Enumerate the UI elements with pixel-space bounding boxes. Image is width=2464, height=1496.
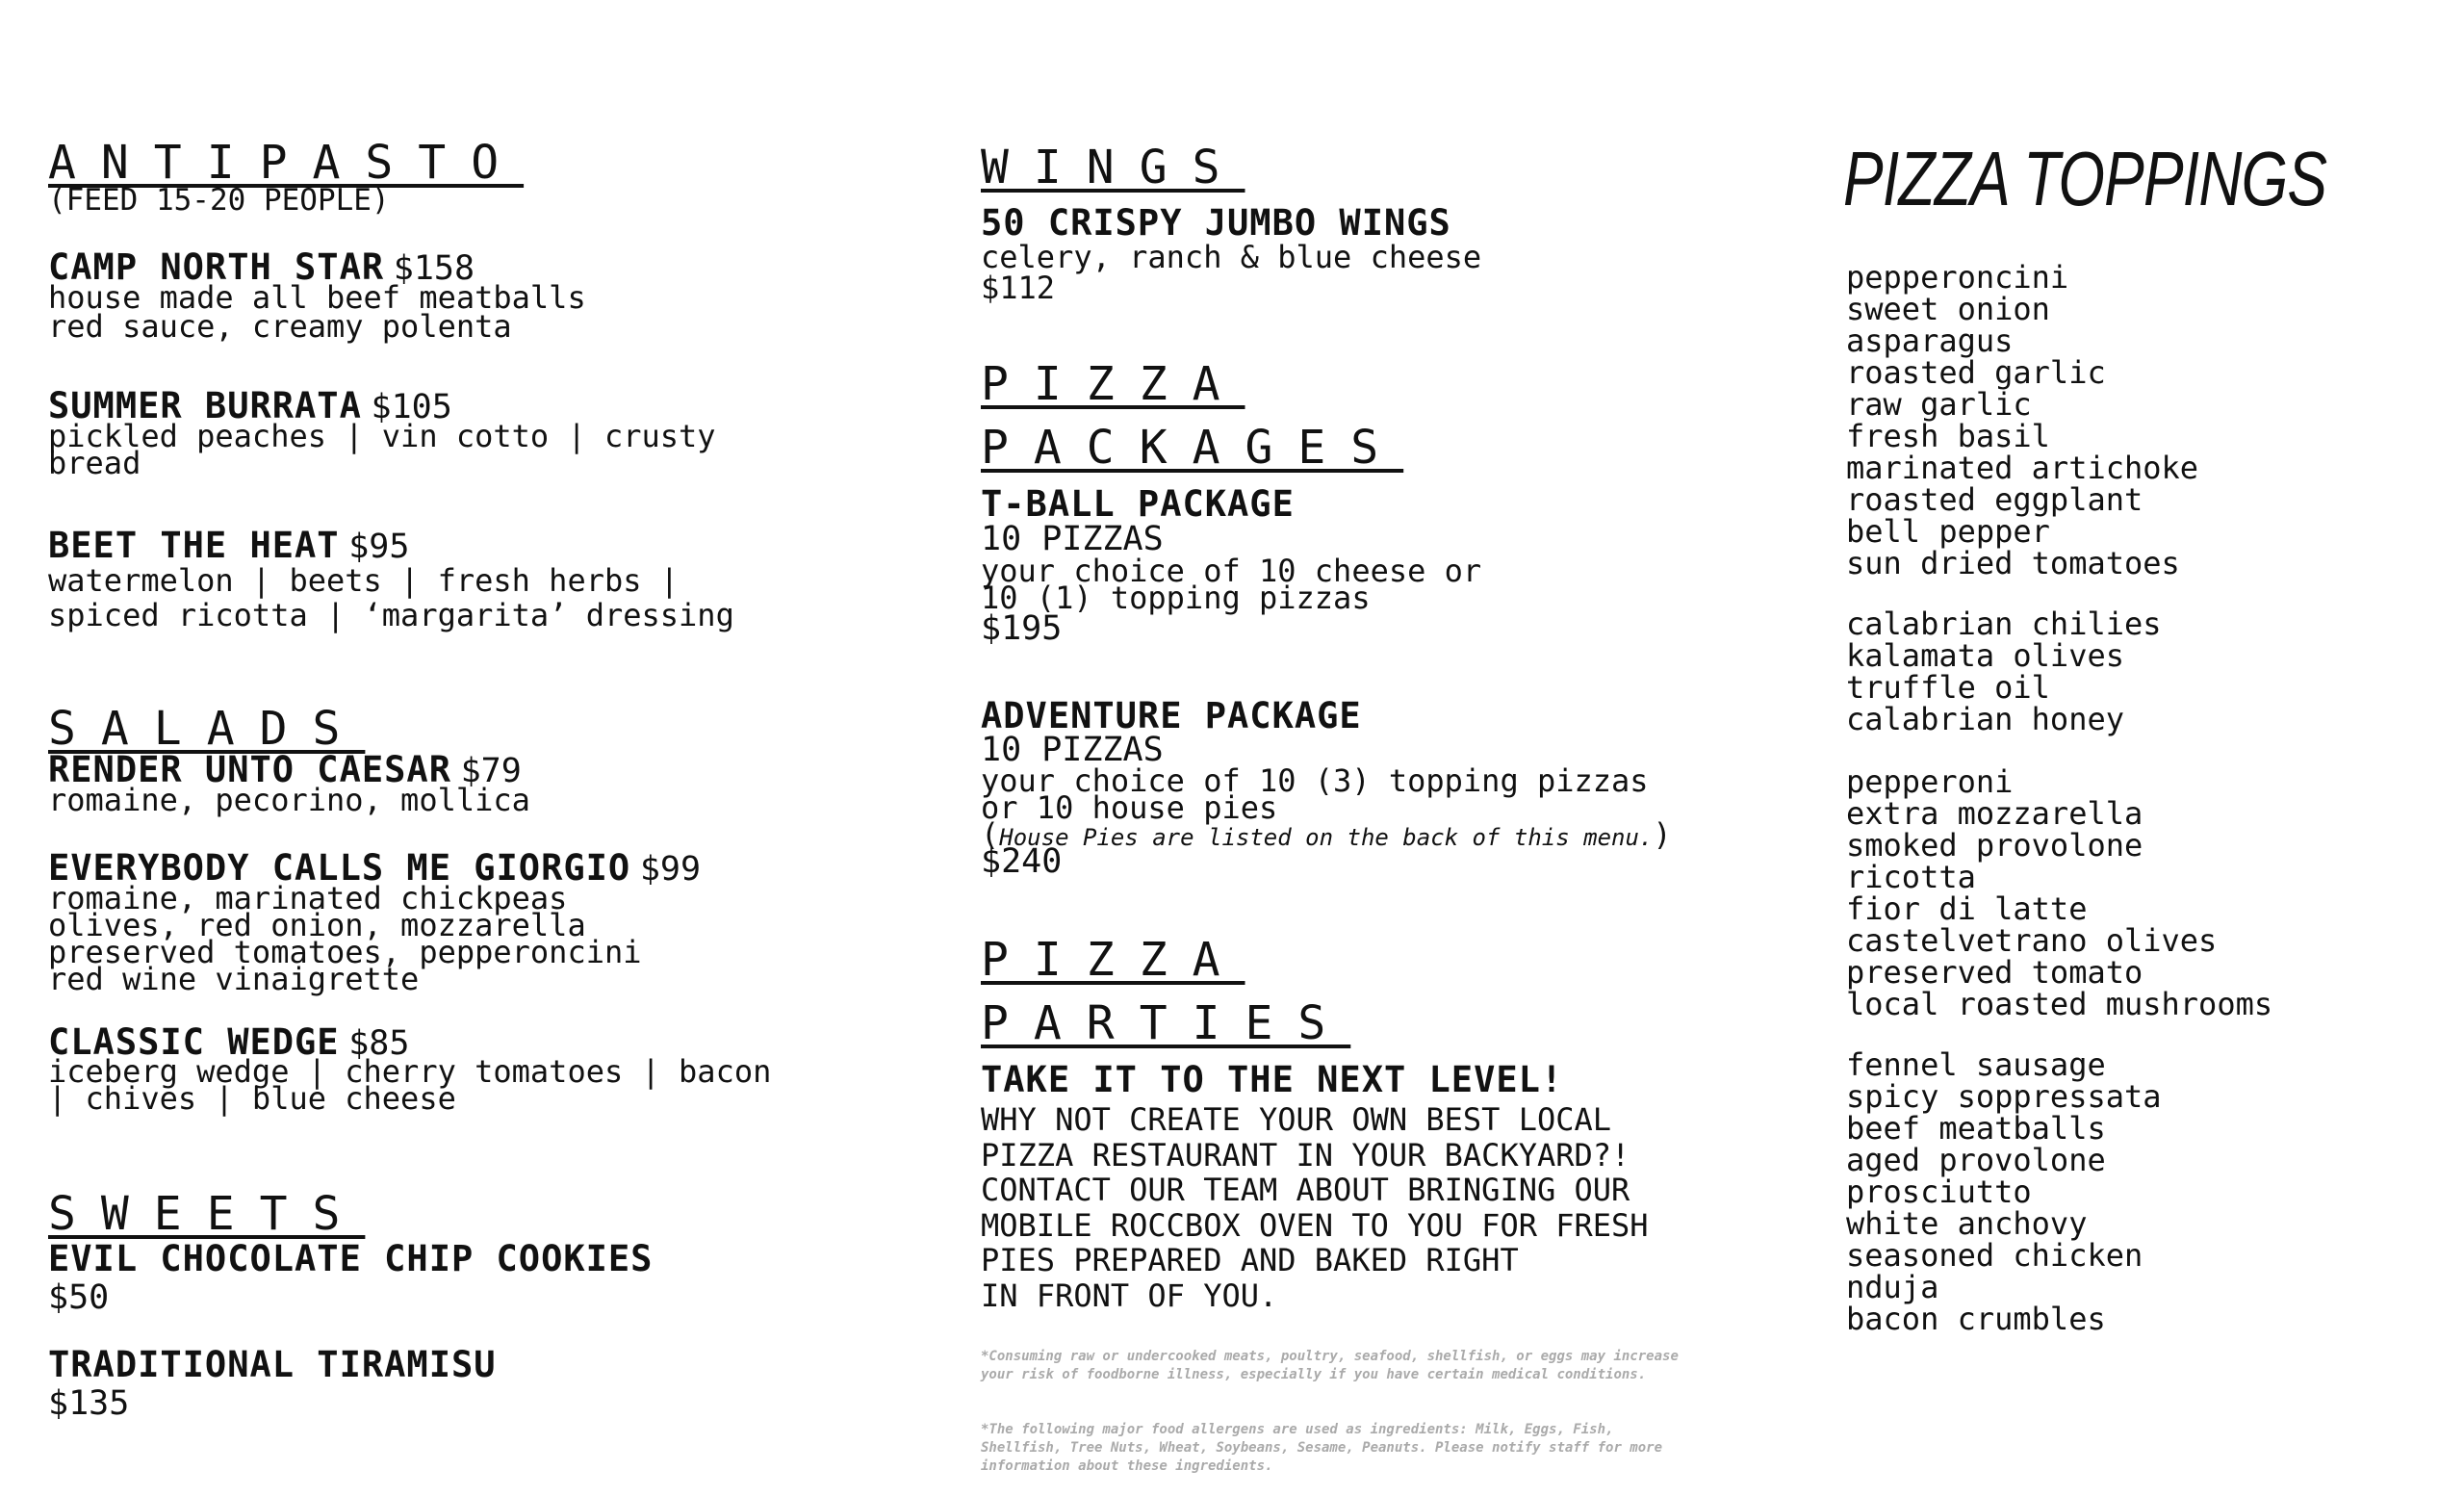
topping-item: sun dried tomatoes <box>1846 545 2180 581</box>
parties-text: CONTACT OUR TEAM ABOUT BRINGING OUR <box>981 1172 1630 1208</box>
item-description: romaine, marinated chickpeas <box>48 880 568 916</box>
antipasto-title: ANTIPASTO <box>48 136 525 190</box>
item-description: | chives | blue cheese <box>48 1080 456 1117</box>
package-count: 10 PIZZAS <box>981 731 1164 769</box>
topping-item: castelvetrano olives <box>1846 922 2218 959</box>
topping-item: bell pepper <box>1846 513 2050 550</box>
package-description: your choice of 10 cheese or <box>981 553 1482 589</box>
salads-title: SALADS <box>48 702 366 756</box>
item-price: $50 <box>48 1278 110 1317</box>
package-price: $195 <box>981 609 1063 648</box>
packages-title-line1: PIZZA <box>981 357 1245 411</box>
item-name: EVIL CHOCOLATE CHIP COOKIES <box>48 1238 654 1279</box>
packages-title-line2: PACKAGES <box>981 421 1404 475</box>
topping-item: fresh basil <box>1846 418 2050 454</box>
topping-item: seasoned chicken <box>1846 1237 2143 1274</box>
topping-item: raw garlic <box>1846 386 2032 423</box>
menu-item <box>48 525 409 566</box>
item-price: $99 <box>639 850 702 889</box>
parties-text: MOBILE ROCCBOX OVEN TO YOU FOR FRESH <box>981 1207 1649 1244</box>
toppings-group-specialty <box>1846 608 2162 735</box>
parties-title-line1: PIZZA <box>981 933 1245 987</box>
package-description: 10 (1) topping pizzas <box>981 580 1371 616</box>
topping-item: extra mozzarella <box>1846 795 2143 832</box>
package-count: 10 PIZZAS <box>981 520 1164 558</box>
package-name: T-BALL PACKAGE <box>981 483 1295 525</box>
item-price: $105 <box>371 388 452 426</box>
item-name: TRADITIONAL TIRAMISU <box>48 1344 497 1385</box>
toppings-group-veggies <box>1846 259 2199 581</box>
parties-text: PIZZA RESTAURANT IN YOUR BACKYARD?! <box>981 1137 1630 1174</box>
parties-text: PIES PREPARED AND BAKED RIGHT <box>981 1242 1519 1278</box>
wings-title: WINGS <box>981 141 1245 194</box>
item-name: SUMMER BURRATA <box>48 385 362 426</box>
toppings-group-meats <box>1846 1046 2162 1337</box>
topping-item: local roasted mushrooms <box>1846 986 2273 1022</box>
item-price: $135 <box>48 1384 130 1423</box>
topping-item: kalamata olives <box>1846 637 2124 674</box>
topping-item: beef meatballs <box>1846 1110 2106 1147</box>
item-description: iceberg wedge | cherry tomatoes | bacon <box>48 1053 772 1090</box>
topping-item: bacon crumbles <box>1846 1301 2106 1337</box>
parties-title-line2: PARTIES <box>981 996 1351 1050</box>
topping-item: calabrian chilies <box>1846 606 2162 642</box>
topping-item: truffle oil <box>1846 669 2050 706</box>
topping-item: pepperoni <box>1846 763 2014 800</box>
topping-item: fennel sausage <box>1846 1046 2106 1083</box>
topping-item: preserved tomato <box>1846 954 2143 991</box>
item-price: $85 <box>348 1024 410 1063</box>
topping-item: prosciutto <box>1846 1174 2032 1210</box>
topping-item: marinated artichoke <box>1846 450 2199 486</box>
item-price: $112 <box>981 270 1056 306</box>
package-price: $240 <box>981 842 1063 881</box>
topping-item: nduja <box>1846 1269 1939 1305</box>
item-description: bread <box>48 445 141 481</box>
item-name: CAMP NORTH STAR <box>48 246 385 288</box>
topping-item: aged provolone <box>1846 1142 2106 1178</box>
topping-item: asparagus <box>1846 322 2014 359</box>
package-name: ADVENTURE PACKAGE <box>981 695 1362 736</box>
item-name: CLASSIC WEDGE <box>48 1021 340 1063</box>
package-note: (House Pies are listed on the back of this menu.) <box>981 816 1672 853</box>
item-description: watermelon | beets | fresh herbs | <box>48 562 680 599</box>
topping-item: pepperoncini <box>1846 259 2069 296</box>
topping-item: smoked provolone <box>1846 827 2143 864</box>
topping-item: calabrian honey <box>1846 701 2124 737</box>
item-description: red sauce, creamy polenta <box>48 308 512 345</box>
toppings-title: PIZZA TOPPINGS <box>1843 136 2327 221</box>
item-description: celery, ranch & blue cheese <box>981 239 1482 275</box>
topping-item: roasted garlic <box>1846 354 2106 391</box>
item-name: RENDER UNTO CAESAR <box>48 749 451 790</box>
item-description: olives, red onion, mozzarella <box>48 907 586 943</box>
item-name: 50 CRISPY JUMBO WINGS <box>981 202 1451 244</box>
item-description: pickled peaches | vin cotto | crusty <box>48 418 716 454</box>
parties-headline: TAKE IT TO THE NEXT LEVEL! <box>981 1059 1564 1100</box>
topping-item: roasted eggplant <box>1846 481 2143 518</box>
antipasto-note: (FEED 15-20 PEOPLE) <box>48 183 390 218</box>
item-name: EVERYBODY CALLS ME GIORGIO <box>48 847 631 889</box>
package-description: or 10 house pies <box>981 789 1278 826</box>
item-name: BEET THE HEAT <box>48 525 340 566</box>
toppings-group-cheese <box>1846 763 2273 1022</box>
item-description: romaine, pecorino, mollica <box>48 782 530 818</box>
item-price: $79 <box>460 752 522 790</box>
topping-item: sweet onion <box>1846 291 2050 327</box>
topping-item: white anchovy <box>1846 1205 2088 1242</box>
parties-text: WHY NOT CREATE YOUR OWN BEST LOCAL <box>981 1101 1612 1138</box>
item-price: $95 <box>348 528 410 566</box>
item-price: $158 <box>393 249 475 288</box>
topping-item: spicy soppressata <box>1846 1078 2162 1115</box>
item-description: red wine vinaigrette <box>48 961 420 997</box>
parties-text: IN FRONT OF YOU. <box>981 1277 1278 1314</box>
item-description: house made all beef meatballs <box>48 279 586 316</box>
sweets-title: SWEETS <box>48 1187 366 1241</box>
item-description: spiced ricotta | ‘margarita’ dressing <box>48 597 734 633</box>
allergen-disclaimer: *The following major food allergens are used as ingredients: Milk, Eggs, Fish, Shellfish, Tree Nuts, Wheat, Soybeans, Sesame, Peanuts. Please notify staff for more information about these ingredients. <box>981 1422 1663 1474</box>
food-safety-disclaimer: *Consuming raw or undercooked meats, poultry, seafood, shellfish, or eggs may increase your risk of foodborne illness, especially if you have certain medical conditions. <box>981 1349 1679 1382</box>
topping-item: fior di latte <box>1846 890 2088 927</box>
item-description: preserved tomatoes, pepperoncini <box>48 934 642 970</box>
topping-item: ricotta <box>1846 859 1976 895</box>
package-description: your choice of 10 (3) topping pizzas <box>981 762 1649 799</box>
